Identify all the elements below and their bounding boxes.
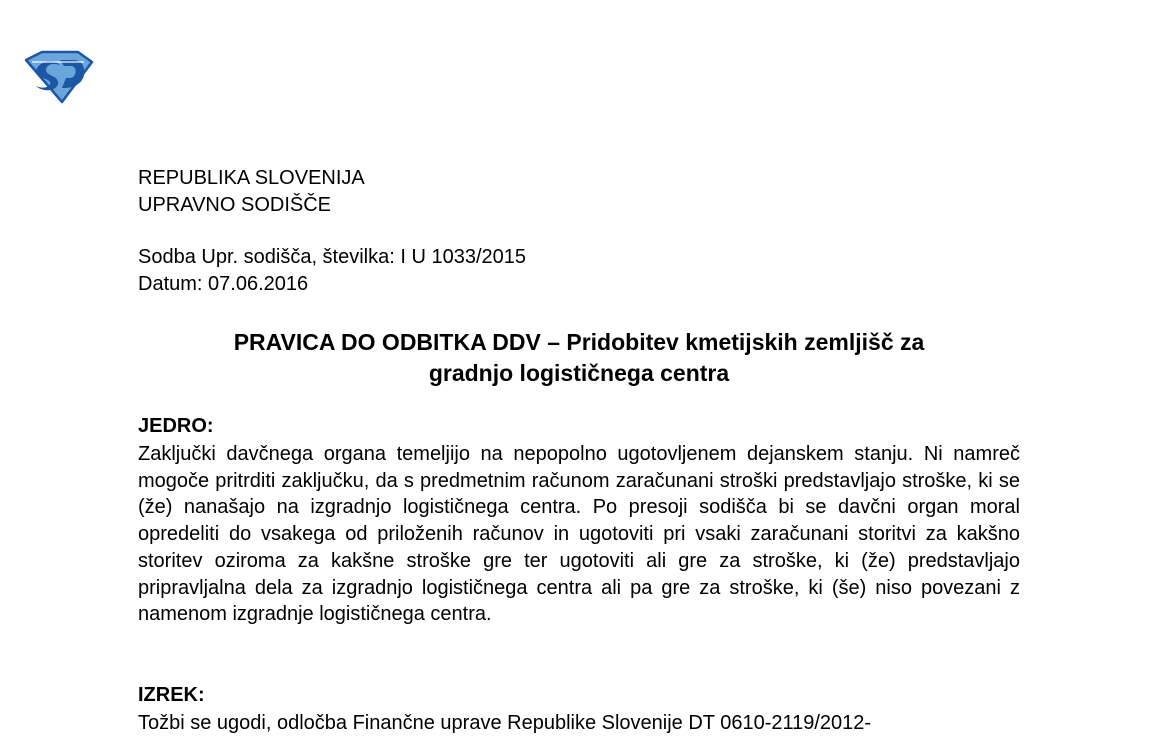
court-name: UPRAVNO SODIŠČE — [138, 194, 331, 216]
judgment-date: Datum: 07.06.2016 — [138, 273, 309, 295]
court-shield-logo-icon — [22, 48, 96, 104]
court-header — [138, 165, 1020, 219]
jedro-paragraph: Zaključki davčnega organa temeljijo na nepopolno ugotovljenem dejanskem stanju. Ni namreč mogoče pritrditi zaključku, da s predmetnim računom zaračunani stroški predstavljajo stroške, ki se (že) nanašajo na izgradnjo logističnega centra. Po presoji sodišča bi se davčni organ moral opredeliti do vsakega od priloženih računov in ugotoviti pri vsaki zaračunani storitvi za kakšno storitev oziroma za kakšne stroške gre ter ugotoviti ali gre za stroške, ki (že) predstavljajo pripravljalna dela za izgradnjo logističnega centra ali pa gre za stroške, ki (še) niso povezani z namenom izgradnje logističnega centra. — [138, 443, 1020, 626]
title-line-2: gradnjo logističnega centra — [428, 360, 730, 386]
jedro-heading: JEDRO: — [138, 415, 214, 437]
title-line-1: PRAVICA DO ODBITKA DDV – Pridobitev kmetijskih zemljišč za — [233, 329, 925, 355]
judgment-reference — [138, 244, 1020, 298]
document-title — [138, 327, 1020, 389]
case-number: Sodba Upr. sodišča, številka: I U 1033/2015 — [138, 246, 527, 268]
republic-name: REPUBLIKA SLOVENIJA — [138, 167, 365, 189]
izrek-paragraph: Tožbi se ugodi, odločba Finančne uprave Republike Slovenije DT 0610-2119/2012- — [138, 712, 872, 734]
izrek-heading: IZREK: — [138, 684, 205, 706]
